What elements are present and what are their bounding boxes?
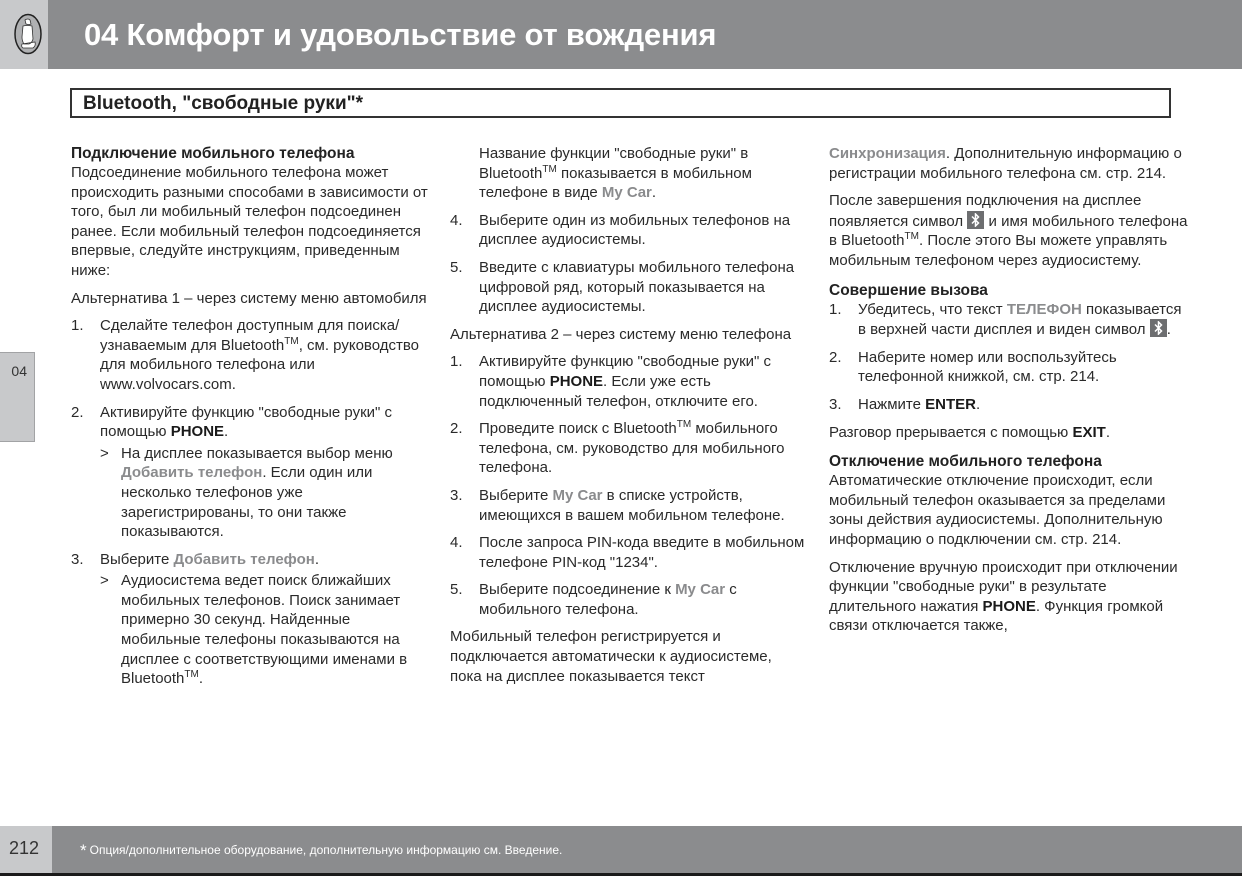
menu-add-phone: Добавить телефон bbox=[121, 464, 263, 482]
footer-bar bbox=[52, 826, 1242, 873]
phone-button-label: PHONE bbox=[170, 423, 225, 441]
footnote-text: Опция/дополнительное оборудование, дополнительную информацию см. Введение. bbox=[89, 843, 563, 857]
footnote-star: * bbox=[80, 841, 87, 860]
connected-paragraph: После завершения подключения на дисплее появляется символ и имя мобильного телефона в Bluetooth™. После этого Вы можете управлять мобильным телефоном через аудиосистему. bbox=[829, 192, 1188, 269]
chapter-icon-box bbox=[0, 0, 48, 69]
section-title-box bbox=[70, 88, 1171, 118]
list-item: 2. Наберите номер или воспользуйтесь телефонной книжкой, см. стр. 214. bbox=[829, 348, 1117, 386]
heading-connect-phone: Подключение мобильного телефона bbox=[71, 145, 355, 162]
side-tab-label: 04 bbox=[11, 363, 27, 379]
list-item: 1. Убедитесь, что текст ТЕЛЕФОН показывается в верхней части дисплея и виден символ . bbox=[829, 300, 1182, 339]
list-item: 2. Проведите поиск с Bluetooth™ мобильного телефона, см. руководство для мобильного телефона. bbox=[450, 419, 785, 477]
phone-button-label: PHONE bbox=[549, 372, 604, 390]
phone-display-label: ТЕЛЕФОН bbox=[1006, 300, 1082, 318]
manual-disconnect-paragraph: Отключение вручную происходит при отключении функции "свободные руки" в результате длительного нажатия PHONE. Функция громкой связи отключается также, bbox=[829, 558, 1178, 635]
list-item: 4. После запроса PIN-кода введите в мобильном телефоне PIN-код "1234". bbox=[450, 534, 805, 571]
exit-button-label: EXIT bbox=[1072, 423, 1106, 441]
heading-making-call: Совершение вызова bbox=[829, 281, 988, 299]
call-end-paragraph: Разговор прерывается с помощью EXIT. bbox=[829, 423, 1110, 441]
list-item: 1. Активируйте функцию "свободные руки" с помощью PHONE. Если уже есть подключенный телефон, отключите его. bbox=[450, 353, 772, 410]
sync-label: Синхронизация bbox=[829, 145, 946, 162]
list-item: 3. Нажмите ENTER. bbox=[829, 395, 981, 413]
car-seat-icon bbox=[14, 13, 42, 55]
list-item: 3. Выберите Добавить телефон. > Аудиосистема ведет поиск ближайших мобильных телефонов. Поиск занимает примерно 30 секунд. Найденные мобильные телефоны показываются на дисплее с соответствующими именами в Bluetooth™. bbox=[71, 550, 431, 689]
list-item: 3. Выберите My Car в списке устройств, имеющихся в вашем мобильном телефоне. bbox=[450, 486, 785, 524]
intro-paragraph: Подсоединение мобильного телефона может происходить разными способами в зависимости от того, был ли мобильный телефон подсоединен ранее. Если мобильный телефон подсоединяется впервые, следуйте инструкциям, приведенным ниже: bbox=[71, 164, 428, 279]
footnote bbox=[80, 841, 562, 861]
heading-disconnect-phone: Отключение мобильного телефона bbox=[829, 453, 1102, 471]
column-3 bbox=[829, 144, 1189, 644]
device-name-my-car: My Car bbox=[601, 184, 652, 202]
page-number-box bbox=[0, 826, 52, 873]
alternative-1-label: Альтернатива 1 – через систему меню автомобиля bbox=[71, 289, 427, 307]
result-note: > Аудиосистема ведет поиск ближайших мобильных телефонов. Поиск занимает примерно 30 секунд. Найденные мобильные телефоны показываются на дисплее с соответствующими именами в Bluetooth™. bbox=[100, 572, 408, 688]
chapter-title: 04 Комфорт и удовольствие от вождения bbox=[84, 17, 717, 52]
alternative-2-label: Альтернатива 2 – через систему меню телефона bbox=[450, 325, 792, 343]
result-note: > На дисплее показывается выбор меню Добавить телефон. Если один или несколько телефонов уже зарегистрированы, то они также показываются. bbox=[100, 444, 393, 541]
list-item: 1. Сделайте телефон доступным для поиска/узнаваемым для Bluetooth™, см. руководство для мобильного телефона или www.volvocars.com. bbox=[71, 317, 420, 393]
bluetooth-icon bbox=[967, 211, 984, 229]
chapter-side-tab[interactable] bbox=[0, 352, 35, 442]
list-item: 4. Выберите один из мобильных телефонов на дисплее аудиосистемы. bbox=[450, 211, 791, 249]
device-name-my-car: My Car bbox=[552, 486, 603, 504]
registration-paragraph: Мобильный телефон регистрируется и подключается автоматически к аудиосистеме, пока на дисплее показывается текст bbox=[450, 628, 772, 685]
list-item: 2. Активируйте функцию "свободные руки" с помощью PHONE. > На дисплее показывается выбор меню Добавить телефон. Если один или несколько телефонов уже зарегистрированы, то они также показываются. bbox=[71, 403, 431, 542]
enter-button-label: ENTER bbox=[925, 395, 976, 413]
section-title: Bluetooth, "свободные руки"* bbox=[83, 93, 364, 114]
sync-paragraph: Синхронизация. Дополнительную информацию о регистрации мобильного телефона см. стр. 214. bbox=[829, 145, 1182, 182]
page-number: 212 bbox=[9, 838, 40, 858]
menu-add-phone: Добавить телефон bbox=[173, 550, 315, 568]
bluetooth-icon bbox=[1150, 319, 1167, 337]
column-2 bbox=[450, 144, 805, 694]
list-item: 5. Введите с клавиатуры мобильного телефона цифровой ряд, который показывается на дисплее аудиосистемы. bbox=[450, 258, 795, 316]
continued-note: Название функции "свободные руки" в Bluetooth™ показывается в мобильном телефоне в виде My Car. bbox=[479, 145, 752, 202]
auto-disconnect-paragraph: Автоматические отключение происходит, если мобильный телефон оказывается за пределами зоны действия аудиосистемы. Дополнительную информацию о подключении см. стр. 214. bbox=[829, 472, 1166, 548]
column-1 bbox=[71, 144, 431, 697]
device-name-my-car: My Car bbox=[675, 581, 726, 599]
list-item: 5. Выберите подсоединение к My Car с мобильного телефона. bbox=[450, 581, 737, 618]
phone-button-label: PHONE bbox=[982, 597, 1036, 615]
